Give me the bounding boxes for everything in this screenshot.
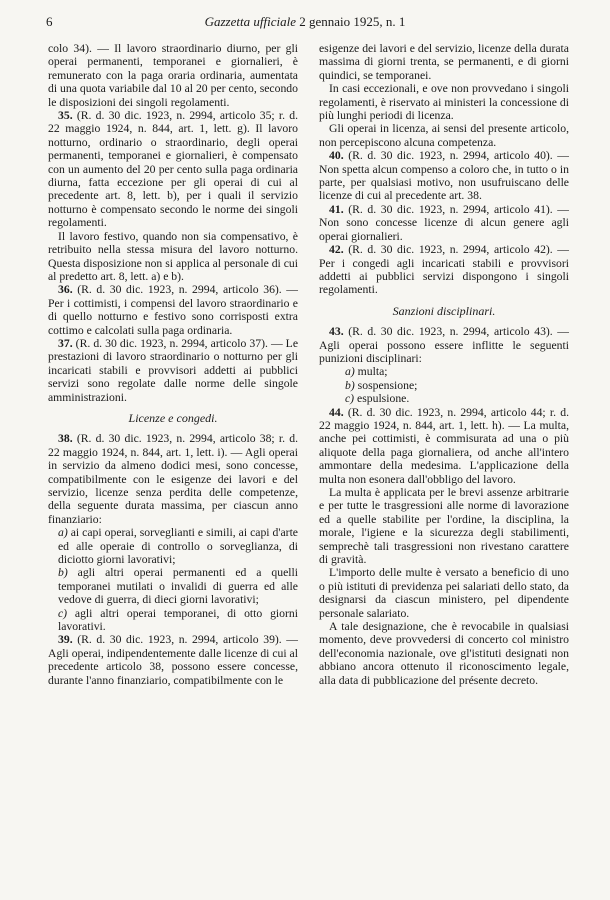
article-text: (R. d. 30 dic. 1923, n. 2994, articolo 43). — Agli operai possono essere inflitte le seguenti punizioni disciplinari: [319, 325, 569, 365]
article-text: (R. d. 30 dic. 1923, n. 2994, articolo 41). — Non sono concesse licenze di alcun genere agli operai giornalieri. [319, 202, 569, 243]
article-text: (R. d. 30 dic. 1923, n. 2994, articolo 39). — Agli operai, indipendentemente dalle licenze di cui al precedente articolo 38, possono essere concesse, durante l'anno finanziario, compatibilmente con le [48, 633, 298, 687]
item-text: espulsione. [357, 392, 410, 406]
article-text: (R. d. 30 dic. 1923, n. 2994, articolo 37). — Le prestazioni di lavoro straordinario o notturno per gli incaricati stabili e provvisori addetti ai pubblici servizi sono regolate dalle norme delle singole amministrazioni. [48, 336, 299, 404]
paragraph: Gli operai in licenza, ai sensi del presente articolo, non percepiscono alcuna competenza. [319, 122, 569, 149]
article-number: 41. [329, 202, 344, 216]
list-item [48, 566, 298, 606]
running-head [0, 14, 610, 30]
article-37 [48, 337, 298, 404]
list-item [48, 526, 298, 566]
paragraph: A tale designazione, che è revocabile in qualsiasi momento, deve provvedersi di concerto col ministro dell'economia nazionale, ove gl'istituti designati non abbiano ancora ottenuto il riconoscimento legale, alla data di pubblicazione del présente decreto. [319, 620, 569, 687]
item-label: a) [345, 365, 355, 379]
paragraph: esigenze dei lavori e del servizio, licenze della durata massima di giorni trenta, se permanenti, e di giorni quindici, se temporanei. [319, 42, 569, 82]
article-number: 42. [329, 243, 344, 257]
article-number: 44. [329, 405, 344, 419]
article-40 [319, 149, 569, 203]
left-column [48, 42, 298, 687]
section-heading: Sanzioni disciplinari. [392, 303, 496, 318]
article-36 [48, 283, 298, 337]
article-41 [319, 203, 569, 243]
article-number: 37. [58, 336, 73, 350]
item-text: ai capi operai, sorveglianti e simili, ai capi d'arte ed alle operaie di controllo o sorveglianza, di diciotto giorni lavorativi; [58, 526, 298, 567]
paragraph: L'importo delle multe è versato a beneficio di uno o più istituti di previdenza pei salariati dello stato, da designarsi da ciascun ministero, pel dipendente personale salariato. [319, 566, 569, 620]
article-44 [319, 406, 569, 486]
article-text: (R. d. 30 dic. 1923, n. 2994, articolo 44; r. d. 22 maggio 1924, n. 844, art. 1, lett. h). — La multa, anche pei cottimisti, è commisurata ad una o più aliquote della paga giornaliera, od anche all'intero ammontare della medesima. L'applicazione della multa non esonera dall'obbligo del lavoro. [319, 405, 570, 486]
list-item [319, 365, 569, 378]
article-35 [48, 109, 298, 230]
item-label: c) [58, 606, 68, 620]
item-text: multa; [357, 365, 388, 379]
article-39 [48, 633, 298, 687]
article-number: 40. [329, 149, 344, 163]
item-text: sospensione; [357, 378, 418, 392]
article-number: 43. [329, 325, 344, 339]
article-number: 35. [58, 109, 73, 123]
list-item [48, 607, 298, 634]
list-item [319, 392, 569, 405]
right-column [319, 42, 569, 687]
item-text: agli altri operai temporanei, di otto giorni lavorativi. [58, 606, 298, 634]
list-item [319, 379, 569, 392]
item-label: a) [58, 526, 68, 540]
article-42 [319, 243, 569, 297]
article-text: (R. d. 30 dic. 1923, n. 2994, articolo 35; r. d. 22 maggio 1924, n. 844, art. 1, lett. g). Il lavoro notturno, ordinario o straordinario, degli operai permanenti, temporanei e giornalieri, è compensato con un aumento del 20 per cento sulla paga ordinaria diurna, fatta eccezione per gli operai di cui al precedente art. 8, lett. b), per i quali il servizio notturno è compensato secondo le norme dei singoli regolamenti. [48, 109, 299, 230]
paragraph: La multa è applicata per le brevi assenze arbitrarie e per tutte le trasgressioni alle norme di lavorazione ed a quelle stabilite per l'ordine, la disciplina, la morale, l'igiene e la sicurezza degli stabilimenti, semprechè tali trasgressioni non rivestano carattere di gravità. [319, 486, 569, 567]
article-number: 36. [58, 283, 73, 297]
article-text: (R. d. 30 dic. 1923, n. 2994, articolo 42). — Per i congedi agli incaricati stabili e provvisori addetti ai pubblici servizi dispongono i singoli regolamenti. [319, 243, 569, 297]
article-text: (R. d. 30 dic. 1923, n. 2994, articolo 38; r. d. 22 maggio 1924, n. 844, art. 1, lett. i). — Agli operai in servizio da almeno dodici mesi, sono concesse, compatibilmente con le esigenze dei lavori e del servizio, licenze senza perdita delle competenze, della seguente durata massima, per ciascun anno finanziario: [48, 432, 299, 526]
article-38 [48, 432, 298, 526]
item-text: agli altri operai permanenti ed a quelli temporanei mutilati o invalidi di guerra ed alle vedove di guerra, di dieci giorni lavorativi; [58, 566, 298, 607]
issue-date: 2 gennaio 1925, n. 1 [299, 14, 406, 29]
article-text: (R. d. 30 dic. 1923, n. 2994, articolo 36). — Per i cottimisti, i compensi del lavoro straordinario e di quello notturno e festivo sono corrisposti extra cottimo e calcolati sulla paga ordinaria. [48, 283, 298, 337]
item-label: c) [345, 392, 355, 406]
paragraph: In casi eccezionali, e ove non provvedano i singoli regolamenti, è riservato ai ministeri la concessione di più lunghi periodi di licenza. [319, 82, 569, 123]
paragraph: Il lavoro festivo, quando non sia compensativo, è retribuito nella stessa misura del lavoro notturno. Questa disposizione non si applica al personale di cui al predetto art. 8, lett. a) e b). [48, 229, 298, 283]
article-text: (R. d. 30 dic. 1923, n. 2994, articolo 40). — Non spetta alcun compenso a coloro che, in tutto o in parte, per qualsiasi motivo, non usufruiscano delle licenze di cui al precedente art. 38. [319, 149, 569, 203]
page-number: 6 [46, 14, 53, 29]
item-label: b) [58, 566, 68, 580]
section-heading: Licenze e congedi. [128, 410, 218, 425]
item-label: b) [345, 378, 355, 392]
publication-title: Gazzetta ufficiale [204, 14, 296, 29]
article-43 [319, 325, 569, 365]
article-number: 39. [58, 633, 73, 647]
article-number: 38. [58, 432, 73, 446]
page-header [0, 14, 610, 34]
paragraph: colo 34). — Il lavoro straordinario diurno, per gli operai permanenti, temporanei e giornalieri, è remunerato con la paga oraria ordinaria, aumentata di una quota variabile dal 10 al 20 per cento, secondo le disposizioni dei singoli regolamenti. [48, 42, 298, 109]
